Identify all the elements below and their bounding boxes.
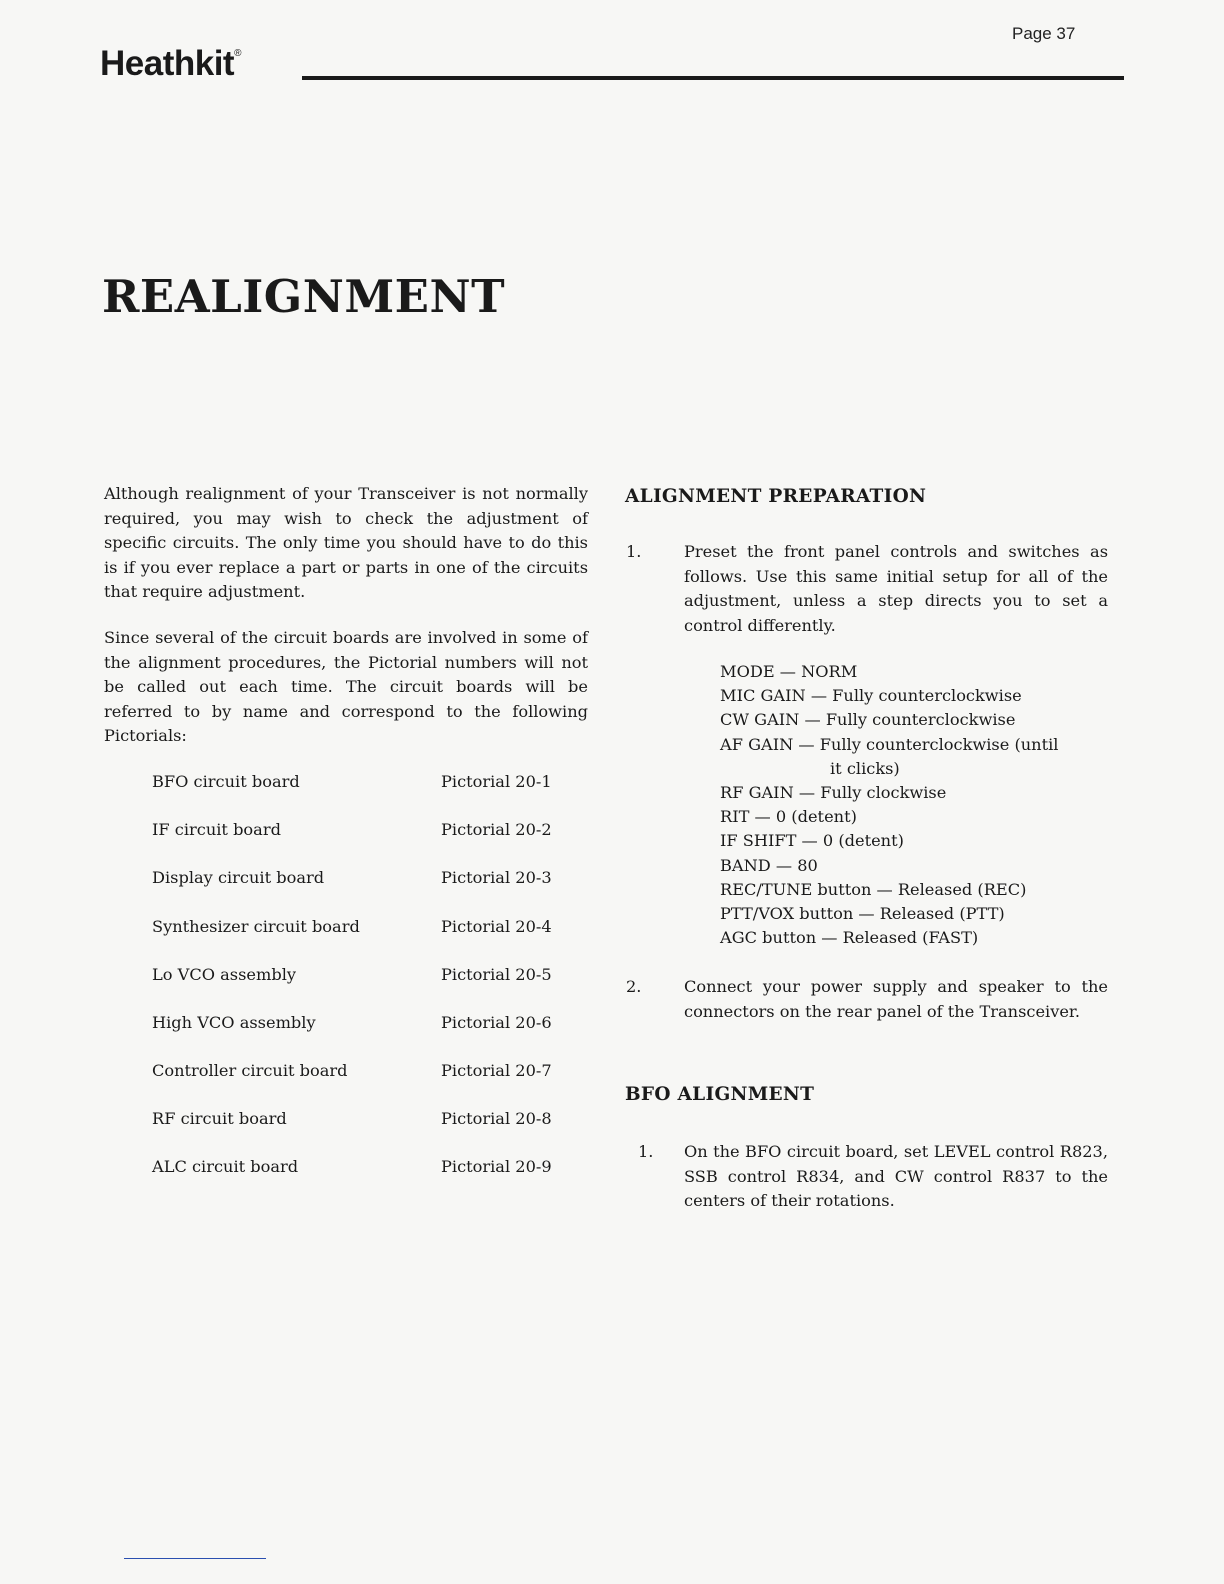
header-rule: [302, 76, 1124, 80]
board-name: ALC circuit board: [152, 1157, 299, 1176]
board-name: RF circuit board: [152, 1109, 287, 1128]
board-name: Controller circuit board: [152, 1061, 348, 1080]
pictorial-ref: Pictorial 20-8: [441, 1109, 552, 1128]
pictorial-ref: Pictorial 20-6: [441, 1013, 552, 1032]
step-number: 1.: [638, 1142, 654, 1161]
setting-item: CW GAIN — Fully counterclockwise: [720, 710, 1016, 730]
heathkit-logo: [100, 44, 241, 84]
setting-item: BAND — 80: [720, 855, 818, 875]
board-name: BFO circuit board: [152, 772, 300, 791]
setting-item: RF GAIN — Fully clockwise: [720, 783, 947, 803]
setting-item: RIT — 0 (detent): [720, 807, 857, 827]
step-text: On the BFO circuit board, set LEVEL control R823, SSB control R834, and CW control R837 to the centers of their rotations.: [684, 1142, 1108, 1210]
setting-item: PTT/VOX button — Released (PTT): [720, 904, 1005, 924]
intro-paragraph-1: Although realignment of your Transceiver is not normally required, you may wish to check the adjustment of specific circuits. The only time you should have to do this is if you ever replace a part or parts in one of the circuits that require adjustment.: [104, 484, 588, 601]
step-number: 1.: [626, 542, 642, 561]
control-settings-list: [720, 660, 1110, 950]
setting-item: MIC GAIN — Fully counterclockwise: [720, 686, 1022, 706]
bfo-alignment-heading: BFO ALIGNMENT: [625, 1084, 815, 1105]
registered-mark: ®: [234, 48, 241, 59]
board-name: Synthesizer circuit board: [152, 917, 360, 936]
setting-item: REC/TUNE button — Released (REC): [720, 879, 1027, 899]
intro-paragraph-2: Since several of the circuit boards are involved in some of the alignment procedures, the Pictorial numbers will not be called out each time. The circuit boards will be referred to by name and correspond to the following Pictorials:: [104, 628, 588, 745]
alignment-preparation-heading: ALIGNMENT PREPARATION: [625, 486, 927, 507]
setting-item-continuation: it clicks): [830, 758, 900, 778]
board-name: IF circuit board: [152, 820, 281, 839]
pictorial-ref: Pictorial 20-3: [441, 868, 552, 887]
setting-item: MODE — NORM: [720, 662, 858, 681]
step-number: 2.: [626, 977, 642, 996]
intro-paragraph-2-block: [104, 626, 588, 749]
setting-item: AGC button — Released (FAST): [720, 928, 979, 948]
pictorial-ref: Pictorial 20-9: [441, 1157, 552, 1176]
pictorial-ref: Pictorial 20-7: [441, 1061, 552, 1080]
intro-paragraph-1-block: [104, 482, 588, 605]
pictorial-ref: Pictorial 20-4: [441, 917, 552, 936]
step-text: Preset the front panel controls and switches as follows. Use this same initial setup for all of the adjustment, unless a step directs you to set a control differently.: [684, 542, 1108, 635]
page-number: Page 37: [1012, 24, 1076, 43]
page-title: REALIGNMENT: [102, 270, 506, 323]
board-name: High VCO assembly: [152, 1013, 316, 1032]
bottom-rule: [124, 1558, 266, 1559]
pictorial-ref: Pictorial 20-2: [441, 820, 552, 839]
step-text: Connect your power supply and speaker to the connectors on the rear panel of the Transceiver.: [684, 977, 1108, 1021]
setting-item: IF SHIFT — 0 (detent): [720, 831, 904, 851]
pictorial-ref: Pictorial 20-1: [441, 772, 552, 791]
board-name: Display circuit board: [152, 868, 325, 887]
logo-text: Heathkit: [100, 44, 235, 83]
pictorial-ref: Pictorial 20-5: [441, 965, 552, 984]
setting-item: AF GAIN — Fully counterclockwise (until: [720, 734, 1059, 754]
board-name: Lo VCO assembly: [152, 965, 297, 984]
